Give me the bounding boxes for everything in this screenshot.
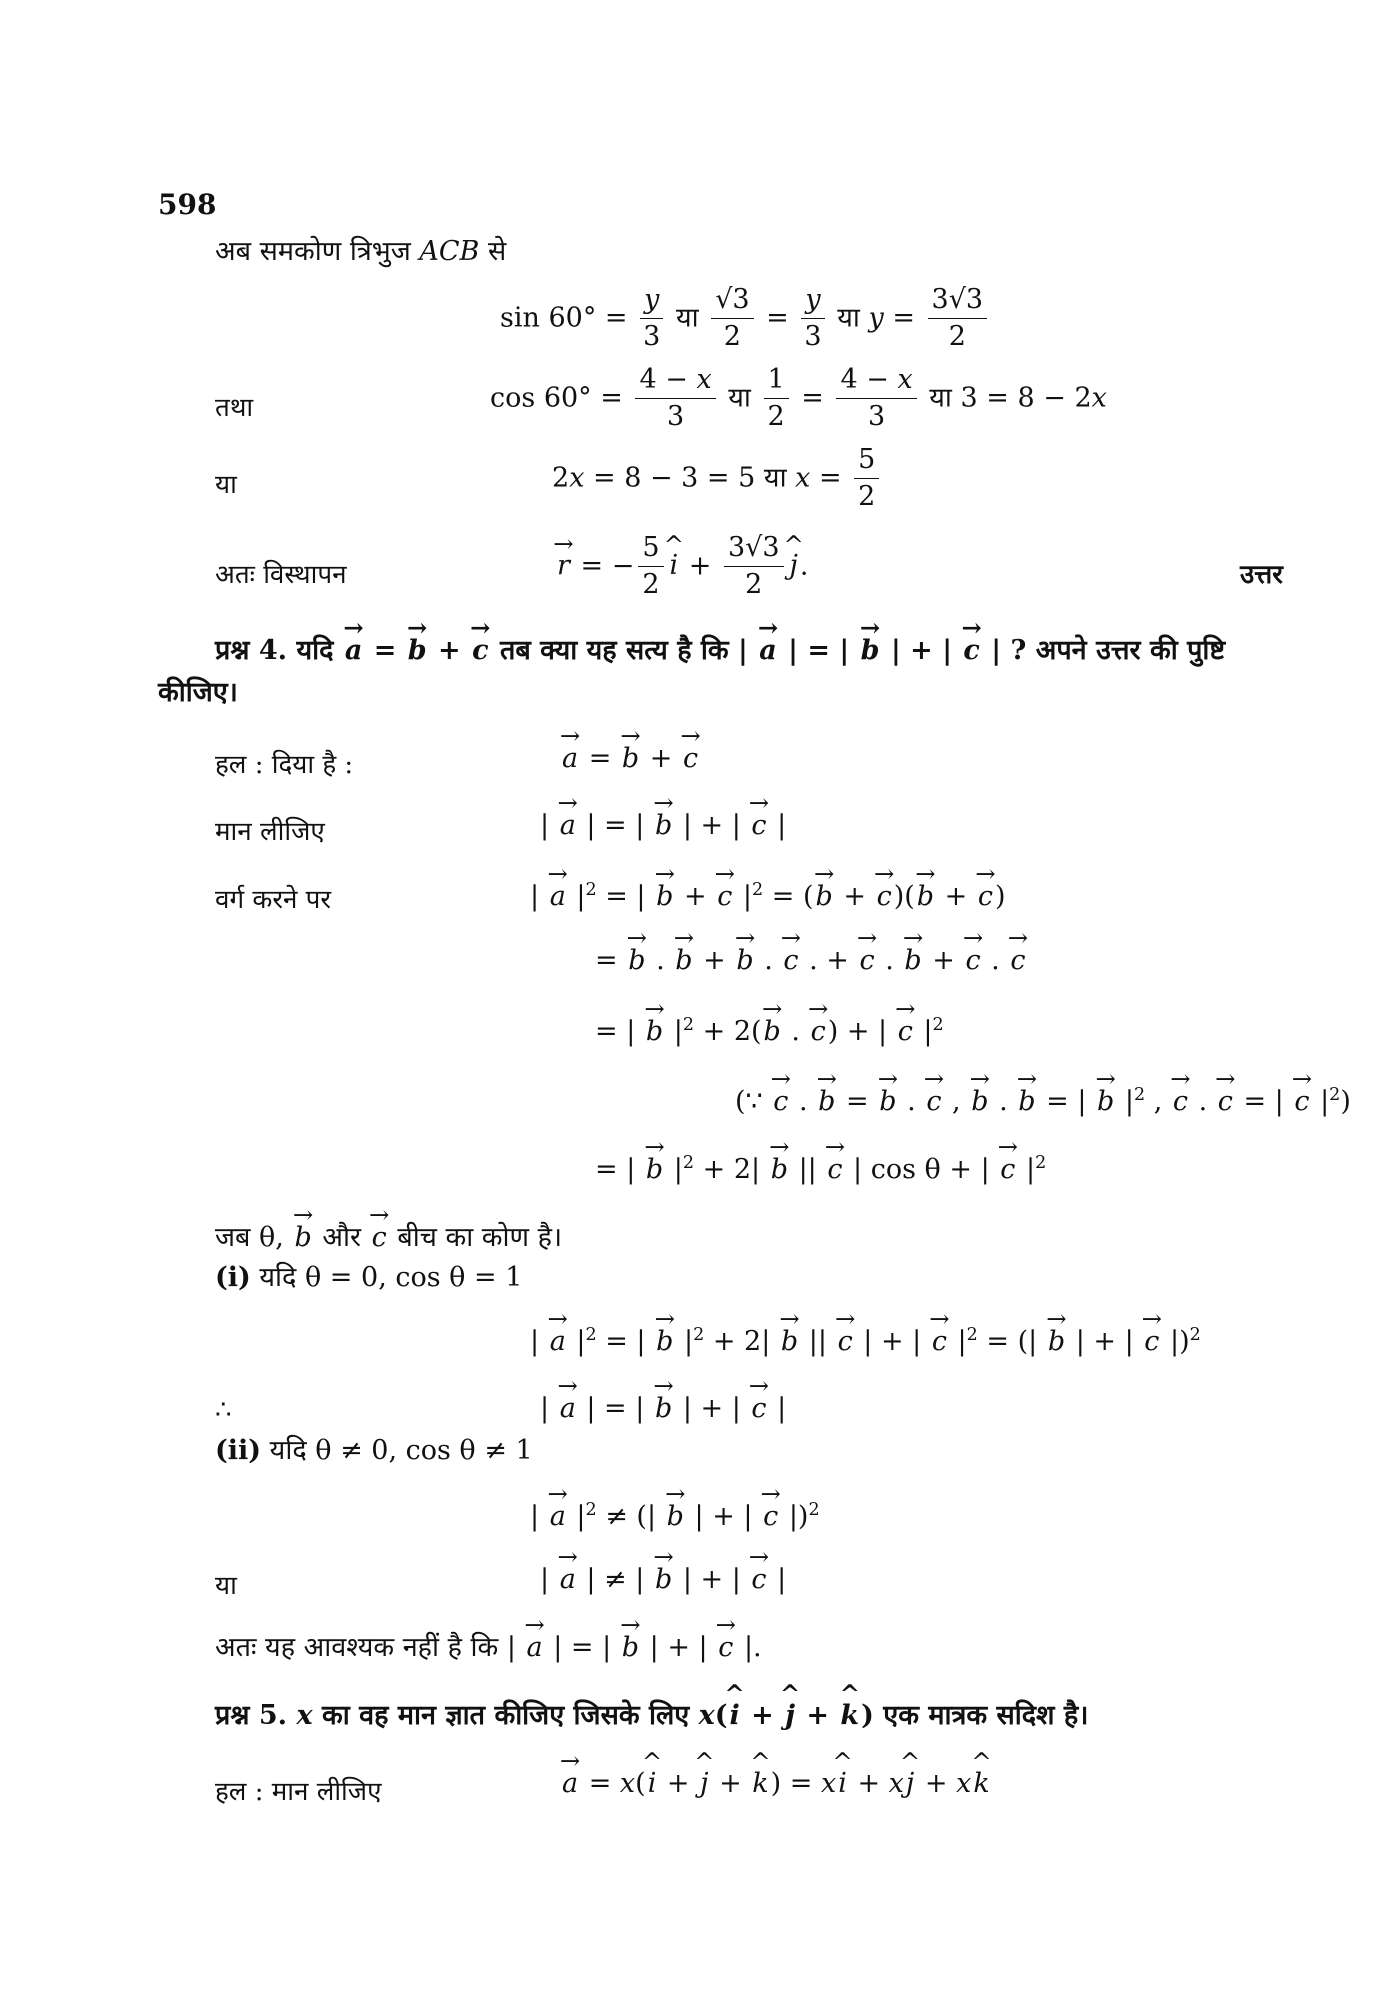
equation-case1: | → a $|^2$ = | → b $|^2 + 2| \to b$ || → c | + | → c $|^2$ = (| → b | + | → c |)$^2$ [530, 1325, 1201, 1357]
equation-case2: | → a $|^2$ ≠ (| → b | + | → c |)$^2$ [530, 1500, 820, 1532]
equation-solve-x: 2x = 8 − 3 = 5 या x = $\frac{5}{2}$ [552, 442, 883, 516]
label-squaring: वर्ग करने पर [215, 885, 332, 915]
equation-cos-form: = | → b $|^2 + 2| \to b$ || → c | cos θ + | → c $|^2$ [595, 1153, 1046, 1185]
label-ya2: या [215, 1571, 237, 1601]
equation-displacement: → r = − $\frac{5}{2}$ ^ i + $\frac{3√3}{2}$ ^ j. [555, 530, 809, 604]
equation-case1-result: | → a | = | → b | + | → c | [540, 1393, 786, 1424]
label-solution-let: हल : मान लीजिए [215, 1777, 382, 1807]
angle-note: जब θ, → b और → c बीच का कोण है। [215, 1222, 562, 1254]
question4-line2: कीजिए। [158, 677, 238, 708]
therefore-symbol: ∴ [215, 1395, 232, 1425]
equation-square: | → a $|^2$ = | → b + → c $|^2$ = (→ b + → c)(→ b + → c) [530, 880, 1006, 912]
label-displacement: अतः विस्थापन [215, 560, 347, 590]
equation-case2-result: | → a | ≠ | → b | + | → c | [540, 1564, 786, 1595]
label-tatha: तथा [215, 393, 254, 423]
case1: (i) यदि θ = 0, cos θ = 1 [215, 1262, 523, 1293]
label-solution-given: हल : दिया है : [215, 750, 354, 780]
page-number: 598 [158, 188, 217, 221]
equation-simplify: = | → b $|^2 + 2(\to b$ . → c) + | → c $|^2$ [595, 1015, 944, 1047]
equation-sin60: sin 60° = $\frac{y}{3}$ या $\frac{√3}{2}$ = $\frac{y}{3}$ या y = $\frac{3√3}{2}$ [500, 282, 991, 356]
equation-given: → a = → b + → c [560, 743, 700, 774]
question5: प्रश्न 5. x का वह मान ज्ञात कीजिए जिसके लिए x(^ i + ^ j + ^ k) एक मात्रक सदिश है। [215, 1700, 1088, 1732]
conclusion: अतः यह आवश्यक नहीं है कि | → a | = | → b | + | → c |. [215, 1632, 762, 1664]
equation-cos60: cos 60° = $\frac{4 - x}{3}$ या $\frac{1}{2}$ = $\frac{4 - x}{3}$ या 3 = 8 − 2x [490, 364, 1107, 433]
label-let: मान लीजिए [215, 817, 325, 847]
label-ya: या [215, 470, 237, 500]
question4-line1: प्रश्न 4. यदि → a = → b + → c तब क्या यह सत्य है कि | → a | = | → b | + | → c | ? अपने उत्तर की पुष्टि [215, 635, 1225, 667]
intro-line: अब समकोण त्रिभुज ACB से [215, 236, 507, 267]
equation-q5: → a = x(^ i + ^ j + ^ k) = x^ i + x^ j + x^ k [560, 1768, 992, 1799]
case2: (ii) यदि θ ≠ 0, cos θ ≠ 1 [215, 1435, 533, 1466]
equation-assume: | → a | = | → b | + | → c | [540, 810, 786, 841]
equation-note: (∵ → c . → b = → b . → c , → b . → b = | → b $|^2$ , → c . → c = | → c $|^2$) [735, 1085, 1351, 1117]
answer-label: उत्तर [1240, 560, 1283, 590]
equation-expand: = → b . → b + → b . → c . + → c . → b + → c . → c [595, 945, 1027, 976]
